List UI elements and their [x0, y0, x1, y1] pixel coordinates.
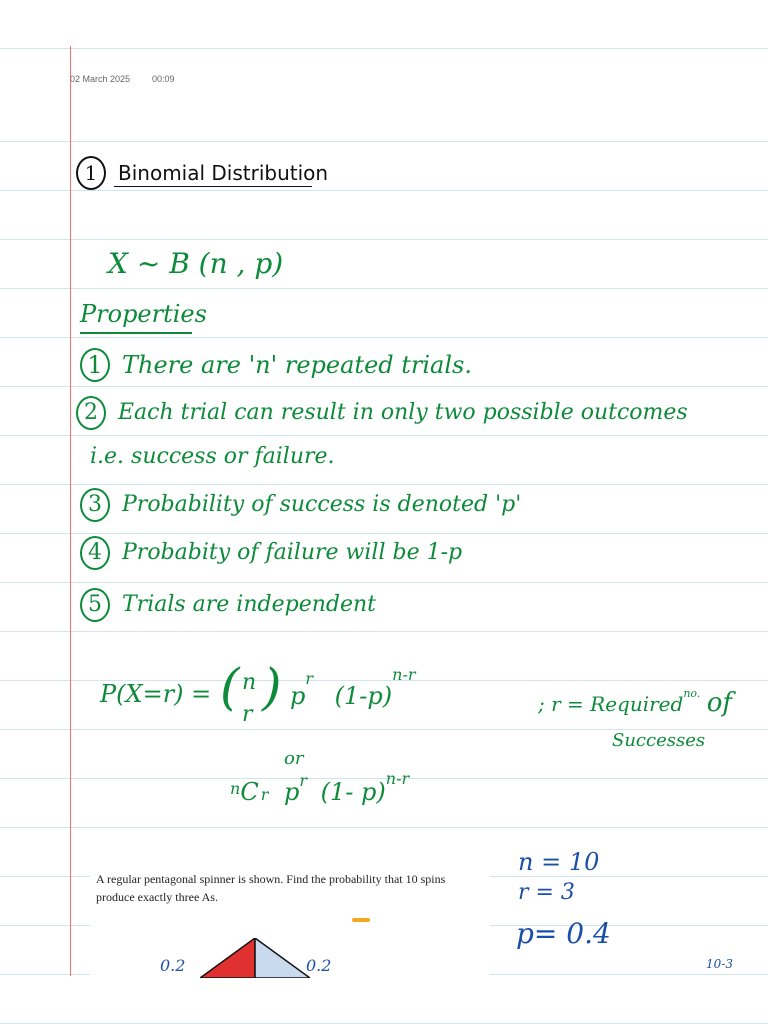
formula-or: or: [284, 748, 304, 769]
alt-p: p: [283, 778, 300, 806]
formula-p-exp: r: [305, 669, 314, 688]
property-1-number: 1: [80, 348, 110, 382]
formula-alt: [230, 769, 410, 806]
note-of: of: [706, 688, 732, 718]
heading-underline: [114, 186, 312, 187]
given-fragment: 10-3: [706, 957, 733, 971]
heading-title: Binomial Distribution: [118, 161, 329, 185]
note-successes: Successes: [612, 730, 706, 751]
property-2-continued: i.e. success or failure.: [90, 444, 335, 469]
alt-tail: (1- p): [320, 778, 386, 806]
problem-text: A regular pentagonal spinner is shown. Find the probability that 10 spins produce exactly three As.: [96, 868, 486, 908]
given-p: p= 0.4: [516, 917, 611, 950]
page-time: 00:09: [152, 74, 175, 84]
spinner-sector-red: [200, 938, 255, 978]
binom-bottom: r: [242, 702, 253, 727]
property-1: [80, 348, 472, 382]
property-4-text: Probabity of failure will be 1-p: [122, 540, 463, 565]
property-2: [76, 396, 688, 430]
formula-note: [538, 687, 732, 718]
note-text: ; r = Required: [538, 692, 684, 716]
formula-p: p: [290, 682, 306, 710]
property-4: [80, 536, 462, 570]
formula-tail: (1-p): [334, 682, 393, 710]
given-n: n = 10: [518, 848, 600, 876]
spinner-label-left: 0.2: [160, 956, 186, 975]
binom-top: n: [242, 670, 257, 695]
spinner-diagram: [200, 938, 310, 978]
alt-c: C: [240, 778, 259, 806]
property-3: [80, 488, 521, 522]
given-r: r = 3: [518, 880, 575, 905]
formula-lhs: P(X=r) =: [100, 680, 212, 708]
formula-tail-exp: n-r: [392, 665, 416, 684]
section-heading: [76, 156, 328, 190]
spinner-sector-blue: [255, 938, 310, 978]
alt-tail-exp: n-r: [385, 769, 410, 788]
property-5-number: 5: [80, 588, 110, 622]
note-sup: no.: [683, 687, 701, 700]
property-2-number: 2: [76, 396, 106, 430]
spinner-mark: [352, 918, 370, 922]
binomial-coefficient: ( n r ): [220, 658, 282, 727]
property-5-text: Trials are independent: [122, 592, 376, 617]
heading-number: 1: [76, 156, 106, 190]
property-4-number: 4: [80, 536, 110, 570]
alt-r: r: [260, 785, 269, 804]
formula-power: [290, 665, 416, 710]
properties-underline: [80, 332, 192, 334]
margin-line: [70, 46, 71, 976]
property-1-text: There are 'n' repeated trials.: [122, 351, 472, 379]
properties-title: Properties: [80, 300, 207, 328]
page-date: 02 March 2025: [70, 74, 131, 84]
property-3-text: Probability of success is denoted 'p': [122, 492, 522, 517]
property-5: [80, 588, 376, 622]
alt-p-exp: r: [299, 771, 308, 790]
distribution-notation: X ~ B (n , p): [108, 247, 284, 280]
spinner-label-right: 0.2: [306, 956, 332, 975]
alt-n: n: [230, 779, 241, 798]
property-2-text: Each trial can result in only two possible outcomes: [118, 400, 688, 425]
property-3-number: 3: [80, 488, 110, 522]
